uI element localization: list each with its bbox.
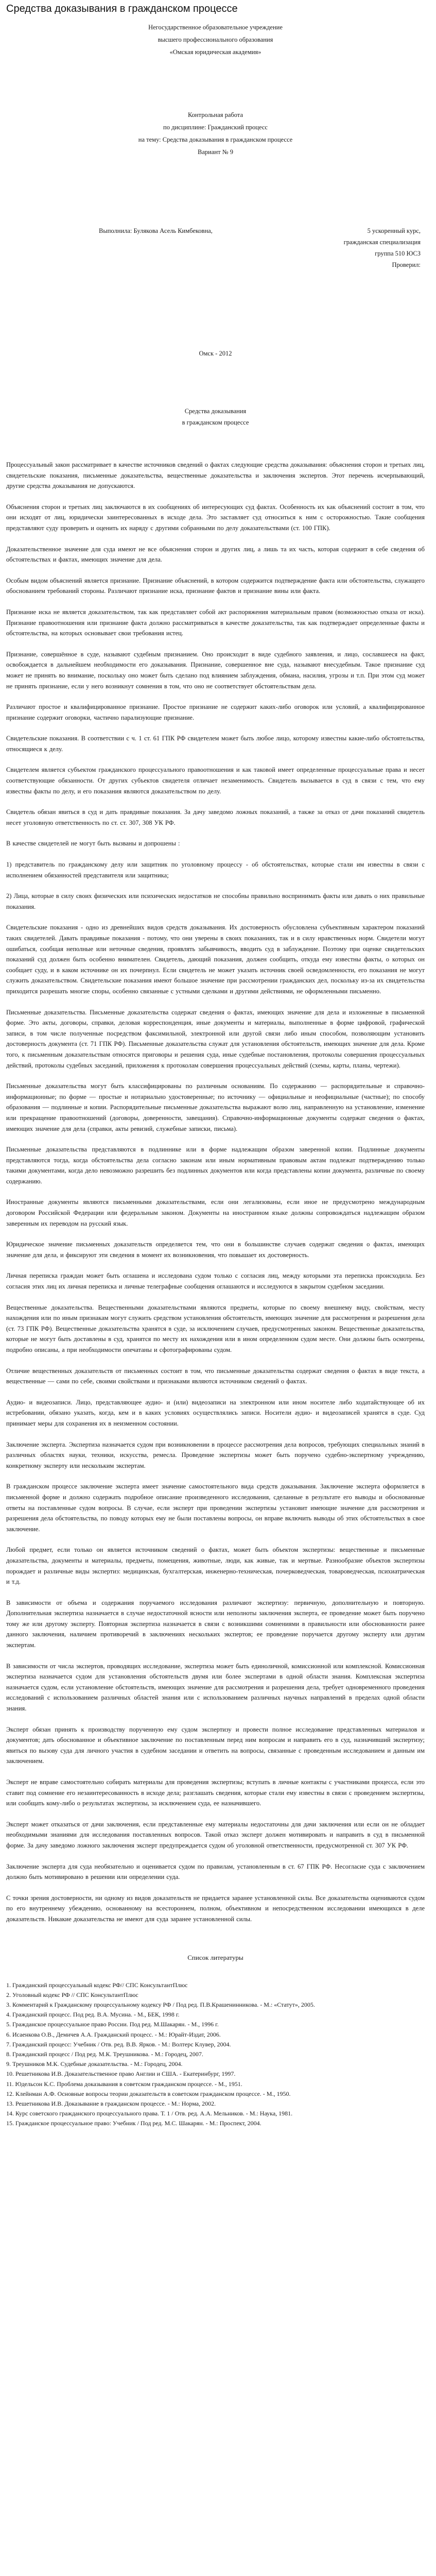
discipline: по дисциплине: Гражданский процесс xyxy=(163,124,268,131)
reference-item: 7. Гражданский процесс: Учебник / Отв. ред. В.В. Ярков. - М.: Волтерс Клувер, 2004. xyxy=(6,2040,231,2048)
body-paragraph: Процессуальный закон рассматривает в качестве источников сведений о фактах следующие средства доказывания: объяснения сторон и третьих лиц, свидетельские показания, письменные доказательства, вещественные доказательства и заключения экспертов. Этот перечень исчерпывающий, другие средства доказывания не допускаются. xyxy=(6,461,425,490)
body-paragraph: 1) представитель по гражданскому делу или защитник по уголовному процессу - об обстоятельствах, которые стали им известны в связи с исполнением обязанностей представителя или защитника; xyxy=(6,861,425,879)
reference-item: 11. Юдельсон К.С. Проблема доказывания в советском гражданском процессе. - М., 1951. xyxy=(6,2080,242,2088)
body-paragraph: Любой предмет, если только он является источником сведений о фактах, может быть объектом экспертизы: вещественные и письменные доказательства, документы и материалы, предметы, помещения, животные, люди, как живые, так и мертвые. Разнообразие объектов экспертизы порождает и различные виды экспертиз: медицинская, бухгалтерская, инженерно-техническая, почерковедческая, товароведческая, психиатрическая и т.д. xyxy=(6,1546,425,1586)
reference-item: 3. Комментарий к Гражданскому процессуальному кодексу РФ / Под ред. П.В.Крашенинникова. - М.: «Статут», 2005. xyxy=(6,2001,315,2008)
reference-item: 5. Гражданское процессуальное право России. Под ред. М.Шакарян. - М., 1996 г. xyxy=(6,2021,219,2028)
reference-item: 8. Гражданский процесс / Под ред. М.К. Треушникова. - М.: Городец, 2007. xyxy=(6,2050,203,2058)
body-paragraph: В гражданском процессе заключение эксперта имеет значение самостоятельного вида средств доказывания. Заключение эксперта оформляется в письменной форме и должно содержать подробное описание произведенного исследования, сделанные в результате его выводы и обоснованные ответы на поставленные судом вопросы. В случае, если эксперт при проведении экспертизы установит имеющие значение для рассмотрения и разрешения дела обстоятельства, по поводу которых ему не были поставлены вопросы, он вправе включить выводы об этих обстоятельствах в свое заключение. xyxy=(6,1483,425,1533)
checked-label: Проверил: xyxy=(392,261,421,268)
reference-item: 1. Гражданский процессуальный кодекс РФ// СПС КонсультантПлюс xyxy=(6,1981,188,1989)
body-paragraph: Свидетельские показания - одно из древнейших видов средств доказывания. Их достоверность обусловлена субъективным характером показаний таких свидетелей. Давать правдивые показания - потому, что они уверены в своих показаниях, так и в силу нравственных норм. Свидетели могут ошибаться, сообщая неполные или неточные сведения, проявлять забывчивость, вводить суд в заблуждение. Поэтому при оценке свидетельских показаний суд должен быть особенно внимателен. Свидетель, дающий показания, должен сообщить, откуда ему известны факты, о которых он сообщает суду, и в каком источнике он их почерпнул. Если свидетель не может указать источник своей осведомленности, его показания не могут служить доказательством. Свидетельские показания имеют большое значение при рассмотрении гражданских дел, поскольку из-за их свидетельства приходится разрешать многие споры, особенно связанные с устными сделками и другими действиями, не оформленными письменно. xyxy=(6,924,425,995)
body-paragraph: Доказательственное значение для суда имеют не все объяснения сторон и других лиц, а лишь та их часть, которая содержит в себе сведения об обстоятельствах и фактах, имеющих значение для дела. xyxy=(6,545,425,564)
variant: Вариант № 9 xyxy=(198,148,233,156)
reference-item: 13. Решетникова И.В. Доказывание в гражданском процессе. - М.: Норма, 2002. xyxy=(6,2099,216,2107)
body-paragraph: Вещественные доказательства. Вещественными доказательствами являются предметы, которые по своему внешнему виду, свойствам, месту нахождения или по иным признакам могут служить средством установления обстоятельств, имеющих значение для рассмотрения и разрешения дела (ст. 73 ГПК РФ). Вещественные доказательства хранятся в суде, за исключением случаев, предусмотренных законом. Вещественные доказательства, которые не могут быть доставлены в суд, хранятся по месту их нахождения или в ином определенном судом месте. Они должны быть осмотрены, подробно описаны, а при необходимости опечатаны и сфотографированы судом. xyxy=(6,1303,425,1353)
body-paragraph: Признание иска не является доказательством, так как представляет собой акт распоряжения материальным правом (возможностью отказа от иска). Признание правоотношения или признание факта должно рассматриваться в качестве доказательства, так как подтверждает определенные факты и обстоятельства, на которых основывает свои требования истец. xyxy=(6,608,425,637)
body-paragraph: Отличие вещественных доказательств от письменных состоит в том, что письменные доказательства содержат сведения о фактах в виде текста, а вещественные — сами по себе, своими свойствами и признаками являются источником сведений о фактах. xyxy=(6,1367,425,1385)
specialty: гражданская специализация xyxy=(343,239,421,246)
body-paragraph: Письменные доказательства. Письменные доказательства содержат сведения о фактах, имеющих значение для дела и изложенные в письменной форме. Это акты, договоры, справки, деловая корреспонденция, иные документы и материалы, выполненные в форме цифровой, графической записи, в том числе полученные посредством факсимильной, электронной или другой связи либо иным способом, позволяющим установить достоверность документа (ст. 71 ГПК РФ). Письменные доказательства служат для установления обстоятельств, имеющих значение для дела. Кроме того, к письменным доказательствам относятся приговоры и решения суда, иные судебные постановления, протоколы совершения процессуальных действий, протоколы судебных заседаний, приложения к протоколам совершения процессуальных действий (схемы, карты, планы, чертежи). xyxy=(6,1008,425,1069)
performer-course: 5 ускоренный курс, xyxy=(367,227,421,234)
page-title: Средства доказывания в гражданском процессе xyxy=(6,3,238,14)
essay-body xyxy=(6,460,425,1925)
performer-name: Выполнила: Булякова Асель Кимбековна, xyxy=(99,227,213,234)
group: группа 510 ЮСЗ xyxy=(375,250,421,257)
work-type: Контрольная работа xyxy=(187,111,243,118)
topic: на тему: Средства доказывания в гражданском процессе xyxy=(138,136,293,143)
body-paragraph: Различают простое и квалифицированное признание. Простое признание не содержит каких-либо оговорок или условий, а квалифицированное признание содержит оговорки, частично парализующие признание. xyxy=(6,703,425,721)
reference-item: 9. Треушников М.К. Судебные доказательства. - М.: Городец, 2004. xyxy=(6,2060,183,2068)
body-paragraph: Эксперт не вправе самостоятельно собирать материалы для проведения экспертизы; вступать в личные контакты с участниками процесса, если это ставит под сомнение его незаинтересованность в исходе дела; разглашать сведения, которые стали ему известны в связи с проведением экспертизы, или сообщать кому-либо о результатах экспертизы, за исключением суда, ее назначившего. xyxy=(6,1778,425,1807)
body-paragraph: 2) Лица, которые в силу своих физических или психических недостатков не способны правильно воспринимать факты или давать о них правильные показания. xyxy=(6,892,425,910)
body-paragraph: Свидетель обязан явиться в суд и дать правдивые показания. За дачу заведомо ложных показаний, а также за отказ от дачи показаний свидетель несет уголовную ответственность по ст. ст. 307, 308 УК РФ. xyxy=(6,808,425,826)
reference-item: 12. Клейнман А.Ф. Основные вопросы теории доказательств в советском гражданском процессе. - М., 1950. xyxy=(6,2090,291,2097)
body-paragraph: Признание, совершённое в суде, называют судебным признанием. Оно происходит в виде судебного заявления, и лицо, сославшееся на факт, освобождается в дальнейшем необходимости его доказывания. Признание, совершенное вне суда, называют внесудебным. Такое признание суд может не принять во внимание, поскольку оно может быть сделано под влиянием заблуждения, обмана, насилия, угрозы и т.п. При этом суд может не принять признание, если у него возникнут сомнения в том, что оно не соответствует обстоятельствам дела. xyxy=(6,650,425,690)
body-paragraph: Личная переписка граждан может быть оглашена и исследована судом только с согласия лиц, между которыми эта переписка происходила. Без согласия этих лиц их личная переписка и личные телеграфные сообщения оглашаются и исследуются в закрытом судебном заседании. xyxy=(6,1272,425,1291)
body-paragraph: В зависимости от объема и содержания поручаемого исследования различают экспертизу: первичную, дополнительную и повторную. Дополнительная экспертиза назначается в случае недостаточной ясности или неполноты заключения эксперта, ее проведение может быть поручено тому же или другому эксперту. Повторная экспертиза назначается в связи с возникшими сомнениями в правильности или обоснованности ранее данного заключения, наличием противоречий в заключениях нескольких экспертов; ее проведение поручается другому эксперту или другим экспертам. xyxy=(6,1599,425,1649)
body-paragraph: В качестве свидетелей не могут быть вызваны и допрошены : xyxy=(6,840,180,848)
reference-item: 4. Гражданский процесс. Под ред. В.А. Мусина. - М., БЕК, 1998 г. xyxy=(6,2011,180,2019)
references-list xyxy=(6,1980,425,2129)
body-paragraph: Письменные доказательства могут быть классифицированы по различным основаниям. По содержанию — распорядительные и справочно-информационные; по форме — простые и нотариально удостоверенные; по источнику — официальные и неофициальные (частные); по способу образования — подлинные и копии. Распорядительные письменные доказательства выражают волю лиц, направленную на установление, изменение или прекращение правоотношений (договоры, доверенности, завещания). Справочно-информационные документы содержат сведения о фактах, имеющих значение для дела (справки, акты ревизий, служебные записки, письма). xyxy=(6,1082,425,1132)
institution-line: Негосударственное образовательное учреждение xyxy=(148,24,283,31)
reference-item: 6. Исаенкова О.В., Демичев А.А. Гражданский процесс. - М.: Юрайт-Издат, 2006. xyxy=(6,2030,221,2038)
body-paragraph: Особым видом объяснений является признание. Признание объяснений, в котором содержится подтверждение факта или обстоятельства, служащего обоснованием требований стороны. Различают признание иска, признание фактов и признание вины или факта. xyxy=(6,577,425,595)
institution-line: высшего профессионального образования xyxy=(158,36,273,43)
body-paragraph: Юридическое значение письменных доказательств определяется тем, что они в большинстве случаев содержат сведения о фактах, имеющих значение для дела, и фиксируют эти сведения в момент их возникновения, что повышает их достоверность. xyxy=(6,1241,425,1259)
signature-performer-row xyxy=(6,226,425,237)
body-paragraph: Эксперт обязан принять к производству порученную ему судом экспертизу и провести полное исследование представленных материалов и документов; дать обоснованное и объективное заключение по поставленным перед ним вопросам и направить его в суд, назначивший экспертизу; явиться по вызову суда для личного участия в судебном заседании и ответить на вопросы, связанные с проведенным исследованием и данным им заключением. xyxy=(6,1725,425,1765)
body-paragraph: Заключение эксперта для суда необязательно и оценивается судом по правилам, установленным в ст. 67 ГПК РФ. Несогласие суда с заключением должно быть мотивировано в решении или определении суда. xyxy=(6,1862,425,1881)
section-subtitle: в гражданском процессе xyxy=(182,419,249,426)
city-year: Омск - 2012 xyxy=(199,350,232,357)
work-description xyxy=(6,109,425,159)
reference-item: 10. Решетникова И.В. Доказательственное право Англии и США. - Екатеринбург, 1997. xyxy=(6,2070,236,2078)
body-paragraph: Свидетелем является субъектом гражданского процессуального правоотношения и как таковой имеет определенные процессуальные права и несет соответствующие обязанности. От других субъектов свидетеля отличает незаменимость. Свидетель вызывается в суд в связи с тем, что ему известны факты по делу, и его показания являются доказательством по делу. xyxy=(6,766,425,795)
body-paragraph: В зависимости от числа экспертов, проводящих исследование, экспертиза может быть единоличной, комиссионной или комплексной. Комиссионная экспертиза назначается судом для установления обстоятельств двумя или более экспертами в одной области знания. Комплексная экспертиза назначается судом, если установление обстоятельств, имеющих значение для рассмотрения и разрешения дела, требует одновременного проведения исследований с использованием различных областей знания или с использованием различных научных направлений в пределах одной области знания. xyxy=(6,1662,425,1713)
institution-name: «Омская юридическая академия» xyxy=(169,48,261,56)
body-paragraph: Аудио- и видеозаписи. Лицо, представляющее аудио- и (или) видеозаписи на электронном или ином носителе либо ходатайствующее об их истребовании, обязано указать, когда, кем и в каких условиях осуществлялись записи. Носители аудио- и видеозаписей хранятся в суде. Суд принимает меры для сохранения их в неизменном состоянии. xyxy=(6,1398,425,1427)
body-paragraph: Эксперт может отказаться от дачи заключения, если представленные ему материалы недостаточны для дачи заключения или если он не обладает необходимыми знаниями для исследования поставленных вопросов. Такой отказ эксперт должен мотивировать и направить в суд в письменной форме. За дачу заведомо ложного заключения эксперт предупреждается судом об уголовной ответственности, предусмотренной ст. 307 УК РФ. xyxy=(6,1820,425,1849)
reference-item: 15. Гражданское процессуальное право: Учебник / Под ред. М.С. Шакарян. - М.: Проспект, 2004. xyxy=(6,2120,261,2127)
body-paragraph: С точки зрения достоверности, ни одному из видов доказательств не придается заранее установленной силы. Все доказательства оцениваются судом по его внутреннему убеждению, основанному на всестороннем, полном, объективном и непосредственном исследовании имеющихся в деле доказательств. Никакие доказательства не имеют для суда заранее установленной силы. xyxy=(6,1894,425,1923)
reference-item: 14. Курс советского гражданского процессуального права. Т. 1 / Отв. ред. А.А. Мельников. - М.: Наука, 1981. xyxy=(6,2110,293,2117)
references-title: Список литературы xyxy=(187,1953,243,1961)
body-paragraph: Объяснения сторон и третьих лиц заключаются в их сообщениях об интересующих суд фактах. Особенность их как объяснений состоит в том, что они исходят от лиц, юридически заинтересованных в исходе дела. Это заставляет суд относиться к ним с осторожностью. Такие сообщения представляют суду проверить и оценить их наряду с другими собранными по делу доказательствами (ст. 100 ГПК). xyxy=(6,503,425,532)
body-paragraph: Письменные доказательства представляются в подлиннике или в форме надлежащим образом заверенной копии. Подлинные документы представляются тогда, когда обстоятельства дела согласно законам или иным нормативным правовым актам подлежат подтверждению только такими документами, когда дело невозможно разрешить без подлинных документов или когда представлены копии документа, различные по своему содержанию. xyxy=(6,1146,425,1185)
body-paragraph: Свидетельские показания. В соответствии с ч. 1 ст. 61 ГПК РФ свидетелем может быть любое лицо, которому известны какие-либо обстоятельства, относящиеся к делу. xyxy=(6,735,425,753)
reference-item: 2. Уголовный кодекс РФ // СПС КонсультантПлюс xyxy=(6,1991,138,1998)
body-paragraph: Заключение эксперта. Экспертиза назначается судом при возникновении в процессе рассмотрения дела вопросов, требующих специальных знаний в различных областях науки, техники, искусства, ремесла. Проведение экспертизы может быть поручено судебно-экспертному учреждению, конкретному эксперту или нескольким экспертам. xyxy=(6,1440,425,1469)
title-page-header xyxy=(6,22,425,59)
section-title: Средства доказывания xyxy=(184,408,247,415)
body-paragraph: Иностранные документы являются письменными доказательствами, если они легализованы, если иное не предусмотрено международным договором Российской Федерации или федеральным законом. Документы на иностранном языке должны сопровождаться надлежащим образом заверенным их переводом на русский язык. xyxy=(6,1198,425,1227)
